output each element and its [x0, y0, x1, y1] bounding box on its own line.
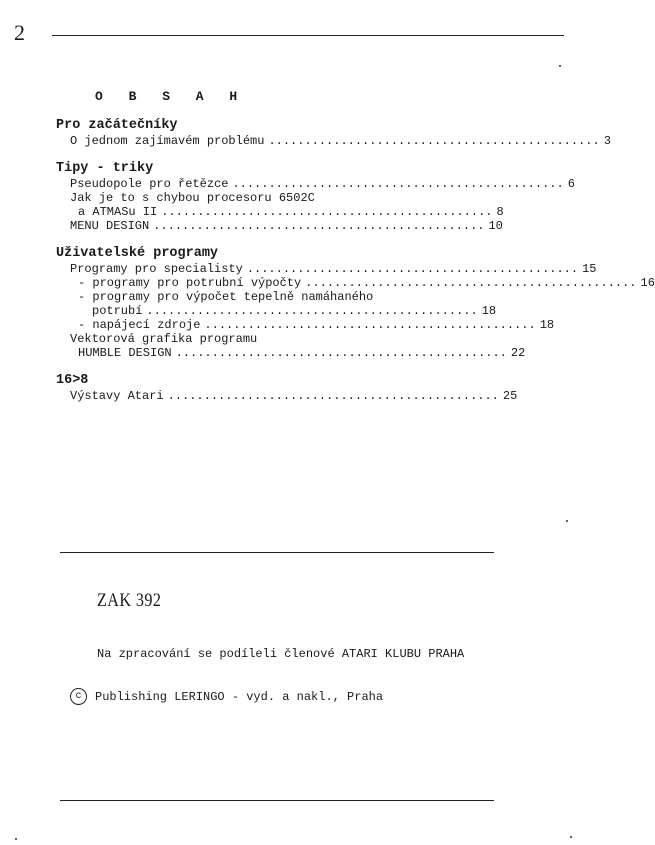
middle-rule	[60, 552, 494, 553]
toc-entry-text: MENU DESIGN	[70, 219, 150, 233]
toc-leader-dots: ..............................................	[175, 346, 507, 360]
toc-leader-dots: ..............................................	[268, 134, 600, 148]
credits-line: Na zpracování se podíleli členové ATARI KLUBU PRAHA	[97, 647, 465, 661]
toc-page-number: 8	[496, 205, 504, 219]
page-number: 2	[14, 20, 24, 45]
toc-section	[56, 118, 611, 148]
bottom-rule	[60, 800, 494, 801]
toc-page-number: 15	[582, 262, 597, 276]
edition-number: ZAK 392	[97, 590, 162, 611]
toc-section	[56, 246, 655, 360]
toc-entry-text: HUMBLE DESIGN	[78, 346, 172, 360]
toc-entry-text: Pseudopole pro řetězce	[70, 177, 229, 191]
toc-entry-text: - napájecí zdroje	[78, 318, 201, 332]
toc-page-number: 18	[539, 318, 555, 332]
toc-page-number: 18	[481, 304, 497, 318]
toc-entry-text: Programy pro specialisty	[70, 262, 243, 276]
toc-entry	[56, 290, 401, 304]
toc-entry	[56, 219, 503, 233]
toc-entry	[56, 205, 504, 219]
toc-title: O B S A H	[95, 89, 247, 104]
toc-entry	[56, 177, 575, 191]
speck	[15, 838, 17, 840]
toc-leader-dots: ..............................................	[153, 219, 485, 233]
table-of-contents	[56, 118, 655, 416]
toc-entry	[56, 262, 597, 276]
toc-section-heading: 16>8	[56, 373, 89, 388]
toc-entry-text: - programy pro potrubní výpočty	[78, 276, 302, 290]
toc-section	[56, 373, 518, 403]
toc-entry	[56, 318, 555, 332]
toc-leader-dots: ..............................................	[305, 276, 637, 290]
top-rule	[52, 35, 564, 36]
toc-entry	[56, 191, 401, 205]
publisher-text: Publishing LERINGO - vyd. a nakl., Praha	[95, 689, 384, 704]
toc-leader-dots: ..............................................	[246, 262, 579, 276]
toc-entry-text: potrubí	[92, 304, 143, 318]
toc-section-heading: Uživatelské programy	[56, 246, 219, 261]
toc-leader-dots: ..............................................	[146, 304, 478, 318]
toc-entry	[56, 134, 611, 148]
toc-leader-dots: ..............................................	[204, 318, 536, 332]
toc-entry	[56, 332, 401, 346]
toc-entry-text: - programy pro výpočet tepelně namáhaného	[78, 290, 374, 304]
toc-leader-dots: ..............................................	[161, 205, 493, 219]
toc-page-number: 6	[567, 177, 575, 191]
toc-entry-text: Jak je to s chybou procesoru 6502C	[70, 191, 315, 205]
toc-leader-dots: ..............................................	[232, 177, 564, 191]
toc-page-number: 16	[640, 276, 655, 290]
speck	[559, 65, 561, 67]
toc-entry-text: a ATMASu II	[78, 205, 158, 219]
toc-entry-text: O jednom zajímavém problému	[70, 134, 265, 148]
toc-section-heading: Pro začátečníky	[56, 118, 178, 133]
speck	[570, 836, 572, 838]
toc-page-number: 22	[510, 346, 526, 360]
publisher-line	[70, 688, 383, 705]
toc-page-number: 10	[488, 219, 503, 233]
toc-page-number: 3	[603, 134, 611, 148]
copyright-icon: c	[70, 688, 87, 705]
toc-entry-text: Vektorová grafika programu	[70, 332, 258, 346]
toc-entry	[56, 346, 526, 360]
toc-entry	[56, 304, 497, 318]
toc-page-number: 25	[502, 389, 518, 403]
toc-section-heading: Tipy - triky	[56, 161, 154, 176]
toc-entry	[56, 389, 518, 403]
speck	[566, 520, 568, 522]
toc-leader-dots: ..............................................	[167, 389, 499, 403]
toc-entry-text: Výstavy Atari	[70, 389, 164, 403]
toc-entry	[56, 276, 655, 290]
toc-section	[56, 161, 575, 233]
